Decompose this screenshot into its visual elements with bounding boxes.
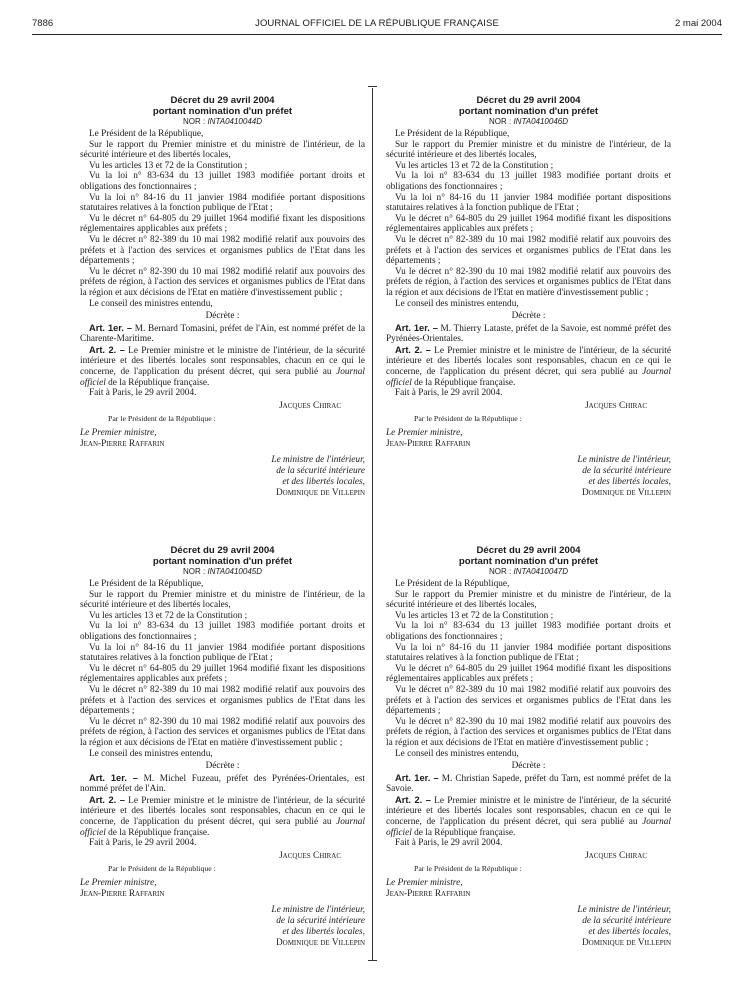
column-divider xyxy=(372,88,373,960)
minister-title-line: et des libertés locales, xyxy=(282,476,365,487)
minister-title-line: Le ministre de l'intérieur, xyxy=(271,905,365,916)
consideration-paragraph: Vu le décret n° 64-805 du 29 juillet 1964 modifié fixant les dispositions réglementaires applicables aux préfets ; xyxy=(386,213,671,235)
nor-code: INTA0410046D xyxy=(513,117,568,126)
minister-title-line: Le ministre de l'intérieur, xyxy=(577,455,671,466)
consideration-paragraph: Le conseil des ministres entendu, xyxy=(89,748,213,759)
article-2-text: Le Premier ministre et le ministre de l'intérieur, de la sécurité intérieure et des libertés locales sont responsables, chacun en ce qui le concerne, de l'application du présent décret, qui sera publié au xyxy=(386,795,671,828)
nor-label: NOR : xyxy=(182,117,208,126)
consideration-paragraph: Vu le décret n° 82-389 du 10 mai 1982 modifié relatif aux pouvoirs des préfets et à l'action des services et organismes publics de l'Etat dans les départements ; xyxy=(386,234,671,267)
by-the-president: Par le Président de la République : xyxy=(108,414,216,424)
consideration-paragraph: Vu la loi n° 83-634 du 13 juillet 1983 modifiée portant droits et obligations des fonctionnaires ; xyxy=(386,621,671,642)
consideration-paragraph: Vu les articles 13 et 72 de la Constitution ; xyxy=(89,610,248,621)
column-divider-top-tick xyxy=(368,86,377,87)
president-signature: Jacques Chirac xyxy=(279,400,341,411)
decree-intro: Le Président de la République, xyxy=(395,129,510,139)
consideration-paragraph: Sur le rapport du Premier ministre et du ministre de l'intérieur, de la sécurité intérieure et des libertés locales, xyxy=(80,139,365,161)
minister-title xyxy=(80,905,365,937)
decree-title: Décret du 29 avril 2004 xyxy=(476,545,581,556)
decrete-heading: Décrète : xyxy=(205,311,240,322)
prime-minister-title: Le Premier ministre, xyxy=(80,878,157,889)
consideration-paragraph: Vu la loi n° 84-16 du 11 janvier 1984 modifiée portant dispositions statutaires relatives à la fonction publique de l'Etat ; xyxy=(80,192,365,214)
decree-title: Décret du 29 avril 2004 xyxy=(170,545,275,556)
prime-minister-name: Jean-Pierre Raffarin xyxy=(80,888,165,899)
signed-place-date: Fait à Paris, le 29 avril 2004. xyxy=(89,838,197,849)
issue-date: 2 mai 2004 xyxy=(674,18,722,29)
consideration-paragraph: Vu la loi n° 83-634 du 13 juillet 1983 modifiée portant droits et obligations des fonctionnaires ; xyxy=(80,621,365,642)
article-2-text-end: de la République française. xyxy=(411,827,516,838)
decree-block xyxy=(80,96,365,498)
article-2-label: Art. 2. – xyxy=(89,344,125,355)
article-2-label: Art. 2. – xyxy=(89,794,125,805)
decree-subtitle: portant nomination d'un préfet xyxy=(152,555,293,567)
consideration-paragraph: Vu la loi n° 84-16 du 11 janvier 1984 modifiée portant dispositions statutaires relatives à la fonction publique de l'Etat ; xyxy=(386,642,671,664)
article-1 xyxy=(80,323,365,345)
signed-place-date: Fait à Paris, le 29 avril 2004. xyxy=(395,838,503,849)
article-1-label: Art. 1er. – xyxy=(89,772,138,783)
header-rule xyxy=(32,34,722,35)
journal-title: JOURNAL OFFICIEL DE LA RÉPUBLIQUE FRANÇAISE xyxy=(255,18,499,29)
decrete-heading: Décrète : xyxy=(205,761,240,772)
minister-name: Dominique de Villepin xyxy=(275,937,365,948)
decree-intro: Le Président de la République, xyxy=(89,579,204,589)
by-the-president: Par le Président de la République : xyxy=(414,414,522,424)
minister-title-line: de la sécurité intérieure xyxy=(276,916,365,927)
consideration-paragraph: Vu la loi n° 83-634 du 13 juillet 1983 modifiée portant droits et obligations des fonctionnaires ; xyxy=(80,171,365,192)
consideration-paragraph: Vu la loi n° 84-16 du 11 janvier 1984 modifiée portant dispositions statutaires relatives à la fonction publique de l'Etat ; xyxy=(80,642,365,664)
consideration-paragraph: Sur le rapport du Premier ministre et du ministre de l'intérieur, de la sécurité intérieure et des libertés locales, xyxy=(80,589,365,611)
consideration-paragraph: Vu le décret n° 82-390 du 10 mai 1982 modifié relatif aux pouvoirs des préfets de région, à l'action des services et organismes publics de l'Etat dans la région et aux décisions de l'Etat en matière d'investissement public ; xyxy=(386,716,671,748)
nor-reference xyxy=(386,117,671,127)
consideration-paragraph: Vu le décret n° 82-389 du 10 mai 1982 modifié relatif aux pouvoirs des préfets et à l'action des services et organismes publics de l'Etat dans les départements ; xyxy=(80,234,365,267)
article-1-text: M. Christian Sapede, préfet du Tarn, est nommé préfet de la Savoie. xyxy=(386,773,671,795)
prime-minister-title: Le Premier ministre, xyxy=(386,428,463,439)
signed-place-date: Fait à Paris, le 29 avril 2004. xyxy=(89,388,197,399)
consideration-paragraph: Vu le décret n° 64-805 du 29 juillet 1964 modifié fixant les dispositions réglementaires applicables aux préfets ; xyxy=(386,663,671,685)
consideration-paragraph: Vu les articles 13 et 72 de la Constitution ; xyxy=(395,610,554,621)
nor-label: NOR : xyxy=(182,567,208,576)
decree-block xyxy=(386,546,671,948)
article-2-text-end: de la République française. xyxy=(105,377,210,388)
decree-intro: Le Président de la République, xyxy=(395,579,510,589)
president-signature: Jacques Chirac xyxy=(279,850,341,861)
consideration-paragraph: Vu le décret n° 64-805 du 29 juillet 1964 modifié fixant les dispositions réglementaires applicables aux préfets ; xyxy=(80,213,365,235)
article-2 xyxy=(80,795,365,838)
by-the-president: Par le Président de la République : xyxy=(414,864,522,874)
decrete-heading: Décrète : xyxy=(511,311,546,322)
article-1 xyxy=(386,323,671,345)
consideration-paragraph: Le conseil des ministres entendu, xyxy=(89,298,213,309)
consideration-paragraph: Vu le décret n° 82-390 du 10 mai 1982 modifié relatif aux pouvoirs des préfets de région, à l'action des services et organismes publics de l'Etat dans la région et aux décisions de l'Etat en matière d'investissement public ; xyxy=(386,266,671,298)
decree-subtitle: portant nomination d'un préfet xyxy=(152,105,293,117)
prime-minister-name: Jean-Pierre Raffarin xyxy=(386,888,471,899)
consideration-paragraph: Sur le rapport du Premier ministre et du ministre de l'intérieur, de la sécurité intérieure et des libertés locales, xyxy=(386,139,671,161)
nor-code: INTA0410047D xyxy=(513,567,568,576)
consideration-paragraph: Vu le décret n° 64-805 du 29 juillet 1964 modifié fixant les dispositions réglementaires applicables aux préfets ; xyxy=(80,663,365,685)
consideration-paragraph: Vu la loi n° 84-16 du 11 janvier 1984 modifiée portant dispositions statutaires relatives à la fonction publique de l'Etat ; xyxy=(386,192,671,214)
decree-title: Décret du 29 avril 2004 xyxy=(476,95,581,106)
page-header xyxy=(32,18,722,32)
article-2-label: Art. 2. – xyxy=(395,344,431,355)
nor-reference xyxy=(80,117,365,127)
nor-label: NOR : xyxy=(488,117,514,126)
minister-title-line: et des libertés locales, xyxy=(588,926,671,937)
article-1-text: M. Thierry Lataste, préfet de la Savoie, est nommé préfet des Pyrénées-Orientales. xyxy=(386,323,671,345)
minister-title xyxy=(386,905,671,937)
decree-subtitle: portant nomination d'un préfet xyxy=(458,555,599,567)
consideration-paragraph: Vu les articles 13 et 72 de la Constitution ; xyxy=(89,160,248,171)
nor-reference xyxy=(386,567,671,577)
article-2 xyxy=(386,345,671,388)
article-1-text: M. Michel Fuzeau, préfet des Pyrénées-Orientales, est nommé préfet de l'Ain. xyxy=(80,773,365,795)
prime-minister-title: Le Premier ministre, xyxy=(386,878,463,889)
article-1-label: Art. 1er. – xyxy=(395,322,438,333)
minister-name: Dominique de Villepin xyxy=(581,937,671,948)
by-the-president: Par le Président de la République : xyxy=(108,864,216,874)
decree-block xyxy=(386,96,671,498)
decree-subtitle: portant nomination d'un préfet xyxy=(458,105,599,117)
minister-title-line: et des libertés locales, xyxy=(588,476,671,487)
prime-minister-name: Jean-Pierre Raffarin xyxy=(386,438,471,449)
nor-code: INTA0410044D xyxy=(207,117,262,126)
consideration-paragraph: Le conseil des ministres entendu, xyxy=(395,748,519,759)
minister-title-line: et des libertés locales, xyxy=(282,926,365,937)
article-2-text-end: de la République française. xyxy=(105,827,210,838)
decree-intro: Le Président de la République, xyxy=(89,129,204,139)
minister-title-line: de la sécurité intérieure xyxy=(582,466,671,477)
president-signature: Jacques Chirac xyxy=(585,850,647,861)
article-1-text: M. Bernard Tomasini, préfet de l'Ain, est nommé préfet de la Charente-Maritime. xyxy=(80,323,365,345)
nor-label: NOR : xyxy=(488,567,514,576)
decree-title: Décret du 29 avril 2004 xyxy=(170,95,275,106)
article-2-text: Le Premier ministre et le ministre de l'intérieur, de la sécurité intérieure et des libertés locales sont responsables, chacun en ce qui le concerne, de l'application du présent décret, qui sera publié au xyxy=(80,345,365,378)
column-divider-bottom-tick xyxy=(368,960,377,961)
signed-place-date: Fait à Paris, le 29 avril 2004. xyxy=(395,388,503,399)
consideration-paragraph: Vu le décret n° 82-389 du 10 mai 1982 modifié relatif aux pouvoirs des préfets et à l'action des services et organismes publics de l'Etat dans les départements ; xyxy=(386,684,671,717)
article-1-label: Art. 1er. – xyxy=(89,322,133,333)
minister-title-line: Le ministre de l'intérieur, xyxy=(577,905,671,916)
minister-title xyxy=(386,455,671,487)
minister-title-line: de la sécurité intérieure xyxy=(582,916,671,927)
article-2 xyxy=(386,795,671,838)
journal-officiel-ref: Journal officiel xyxy=(80,817,365,838)
president-signature: Jacques Chirac xyxy=(585,400,647,411)
consideration-paragraph: Vu le décret n° 82-389 du 10 mai 1982 modifié relatif aux pouvoirs des préfets et à l'action des services et organismes publics de l'Etat dans les départements ; xyxy=(80,684,365,717)
journal-officiel-ref: Journal officiel xyxy=(80,367,365,388)
consideration-paragraph: Vu le décret n° 82-390 du 10 mai 1982 modifié relatif aux pouvoirs des préfets de région, à l'action des services et organismes publics de l'Etat dans la région et aux décisions de l'Etat en matière d'investissement public ; xyxy=(80,716,365,748)
article-2-text: Le Premier ministre et le ministre de l'intérieur, de la sécurité intérieure et des libertés locales sont responsables, chacun en ce qui le concerne, de l'application du présent décret, qui sera publié au xyxy=(80,795,365,828)
minister-title-line: de la sécurité intérieure xyxy=(276,466,365,477)
article-1 xyxy=(386,773,671,795)
nor-reference xyxy=(80,567,365,577)
article-2-text: Le Premier ministre et le ministre de l'intérieur, de la sécurité intérieure et des libertés locales sont responsables, chacun en ce qui le concerne, de l'application du présent décret, qui sera publié au xyxy=(386,345,671,378)
journal-officiel-ref: Journal officiel xyxy=(386,817,671,838)
decree-block xyxy=(80,546,365,948)
article-2-text-end: de la République française. xyxy=(411,377,516,388)
minister-title-line: Le ministre de l'intérieur, xyxy=(271,455,365,466)
consideration-paragraph: Vu le décret n° 82-390 du 10 mai 1982 modifié relatif aux pouvoirs des préfets de région, à l'action des services et organismes publics de l'Etat dans la région et aux décisions de l'Etat en matière d'investissement public ; xyxy=(80,266,365,298)
article-2-label: Art. 2. – xyxy=(395,794,431,805)
article-1 xyxy=(80,773,365,795)
minister-name: Dominique de Villepin xyxy=(275,487,365,498)
minister-title xyxy=(80,455,365,487)
consideration-paragraph: Le conseil des ministres entendu, xyxy=(395,298,519,309)
prime-minister-name: Jean-Pierre Raffarin xyxy=(80,438,165,449)
journal-officiel-ref: Journal officiel xyxy=(386,367,671,388)
article-1-label: Art. 1er. – xyxy=(395,772,439,783)
consideration-paragraph: Vu les articles 13 et 72 de la Constitution ; xyxy=(395,160,554,171)
consideration-paragraph: Sur le rapport du Premier ministre et du ministre de l'intérieur, de la sécurité intérieure et des libertés locales, xyxy=(386,589,671,611)
nor-code: INTA0410045D xyxy=(207,567,262,576)
decrete-heading: Décrète : xyxy=(511,761,546,772)
prime-minister-title: Le Premier ministre, xyxy=(80,428,157,439)
minister-name: Dominique de Villepin xyxy=(581,487,671,498)
page-number: 7886 xyxy=(32,18,54,29)
consideration-paragraph: Vu la loi n° 83-634 du 13 juillet 1983 modifiée portant droits et obligations des fonctionnaires ; xyxy=(386,171,671,192)
article-2 xyxy=(80,345,365,388)
